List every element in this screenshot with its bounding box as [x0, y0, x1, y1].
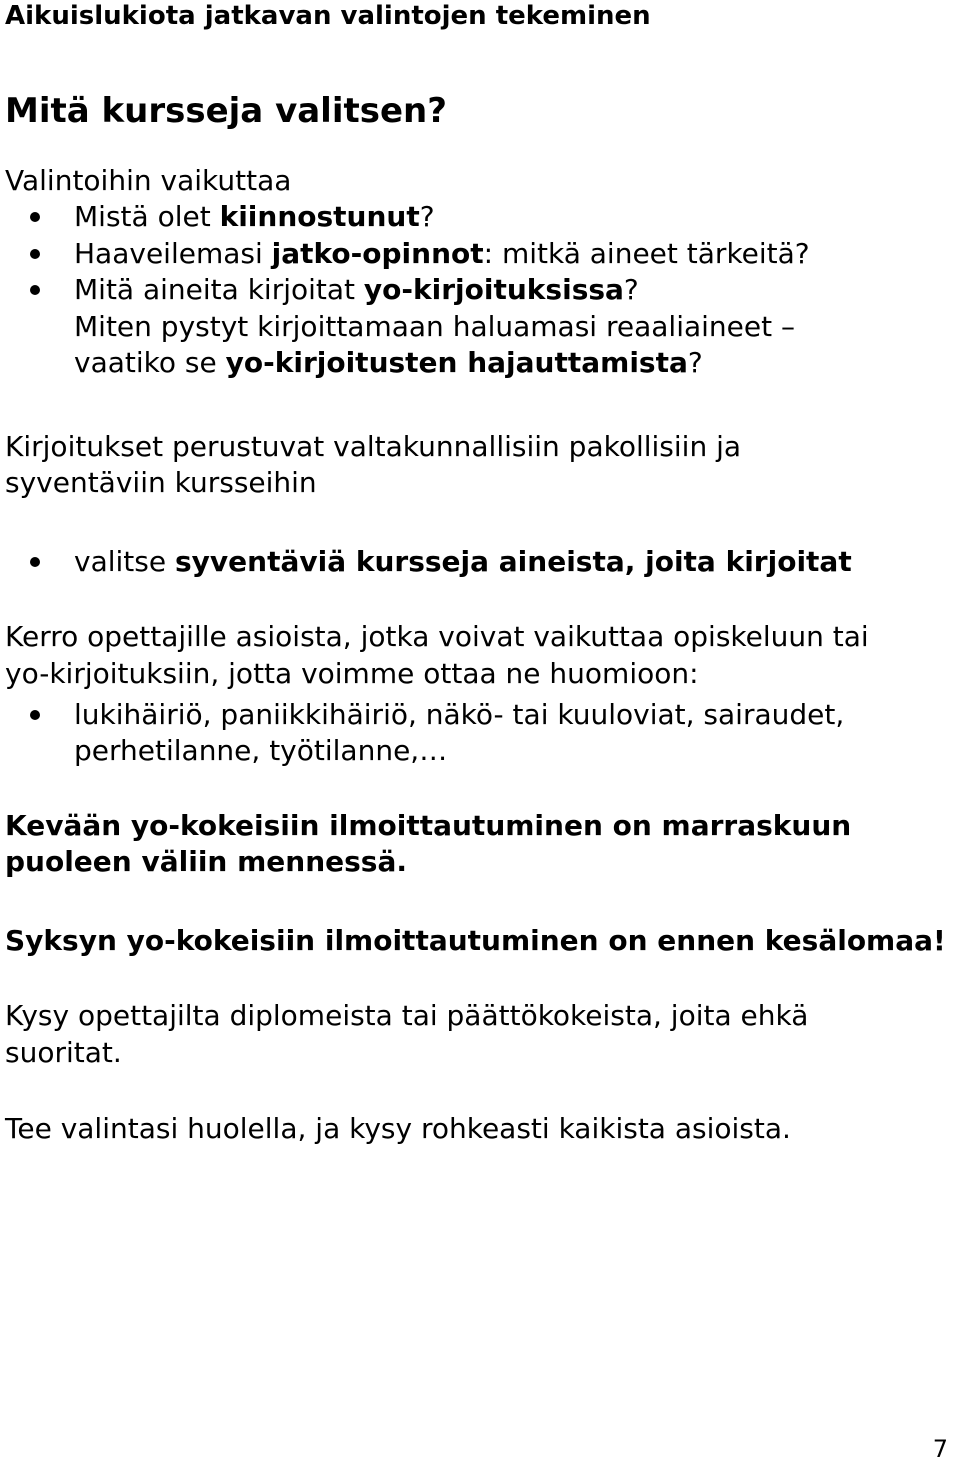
section3-continuation: perhetilanne, työtilanne,…	[74, 734, 448, 767]
section2-list	[0, 544, 852, 581]
section1-continuation-1: Miten pystyt kirjoittamaan haluamasi reaaliaineet –	[74, 310, 795, 343]
closing-text: Tee valintasi huolella, ja kysy rohkeasti kaikista asioista.	[5, 1112, 791, 1145]
list-item: lukihäiriö, paniikkihäiriö, näkö- tai kuuloviat, sairaudet,	[0, 697, 844, 734]
section2-line2: syventäviin kursseihin	[5, 466, 317, 499]
section2-line1: Kirjoitukset perustuvat valtakunnallisiin pakollisiin ja	[5, 430, 742, 463]
page-title: Mitä kursseja valitsen?	[5, 91, 447, 131]
list-item: Mitä aineita kirjoitat yo-kirjoituksissa?	[0, 272, 810, 309]
list-item: Mistä olet kiinnostunut?	[0, 199, 810, 236]
section1-list	[0, 199, 810, 309]
section3-line2: yo-kirjoituksiin, jotta voimme ottaa ne huomioon:	[5, 657, 699, 690]
section3-line1: Kerro opettajille asioista, jotka voivat vaikuttaa opiskeluun tai	[5, 620, 869, 653]
section3-list	[0, 697, 844, 734]
section1-intro: Valintoihin vaikuttaa	[5, 164, 292, 197]
spring-registration-line2: puoleen väliin mennessä.	[5, 845, 407, 878]
diplomas-line1: Kysy opettajilta diplomeista tai päättökokeista, joita ehkä	[5, 999, 809, 1032]
list-item: Haaveilemasi jatko-opinnot: mitkä aineet tärkeitä?	[0, 236, 810, 273]
page-number: 7	[932, 1435, 948, 1463]
spring-registration-line1: Kevään yo-kokeisiin ilmoittautuminen on marraskuun	[5, 809, 852, 842]
list-item: valitse syventäviä kursseja aineista, joita kirjoitat	[0, 544, 852, 581]
diplomas-line2: suoritat.	[5, 1036, 122, 1069]
section1-continuation-2: vaatiko se yo-kirjoitusten hajauttamista?	[74, 346, 703, 379]
autumn-registration: Syksyn yo-kokeisiin ilmoittautuminen on ennen kesälomaa!	[5, 924, 946, 957]
page-header: Aikuislukiota jatkavan valintojen tekeminen	[5, 1, 651, 31]
